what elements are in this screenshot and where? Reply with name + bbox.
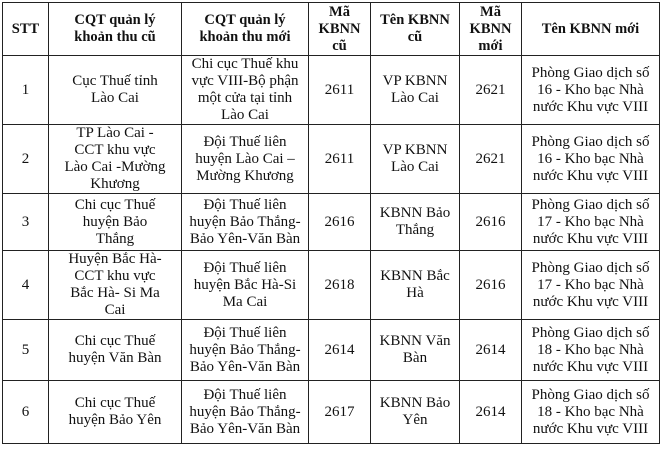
old-treasury-name-value: KBNN Bảo Thắng [379, 205, 451, 238]
table-header [3, 3, 660, 56]
cell-new-tax-office [182, 194, 309, 251]
cell-old-tax-office [49, 194, 182, 251]
cell-stt [3, 251, 49, 320]
cell-old-treasury-code [309, 320, 371, 381]
cell-old-treasury-name [371, 194, 460, 251]
old-treasury-code-value: 2618 [324, 276, 355, 293]
cell-old-tax-office [49, 56, 182, 125]
old-treasury-name-value: VP KBNN Lào Cai [382, 142, 448, 175]
cell-new-treasury-name [522, 56, 660, 125]
new-tax-office-value: Đội Thuế liên huyện Lào Cai – Mường Khương [195, 133, 295, 184]
new-treasury-code-value: 2614 [475, 341, 506, 358]
cell-new-tax-office [182, 125, 309, 194]
old-tax-office-value: Chi cục Thuế huyện Bảo Yên [68, 395, 162, 428]
treasury-mapping-table [2, 2, 660, 444]
cell-new-treasury-name [522, 251, 660, 320]
stt-value: 5 [21, 341, 30, 358]
header-old-treasury-code-label: Mã KBNN cũ [318, 3, 361, 54]
cell-new-treasury-code [460, 381, 522, 444]
old-treasury-code-value: 2614 [324, 341, 355, 358]
cell-old-treasury-code [309, 56, 371, 125]
header-old-treasury-name-label: Tên KBNN cũ [380, 12, 450, 45]
cell-old-treasury-name [371, 56, 460, 125]
cell-new-treasury-name [522, 320, 660, 381]
new-treasury-code-value: 2621 [475, 150, 506, 167]
stt-value: 6 [21, 403, 30, 420]
cell-new-tax-office [182, 251, 309, 320]
cell-old-tax-office [49, 320, 182, 381]
header-old-treasury-name [371, 3, 460, 56]
table-row [3, 251, 660, 320]
cell-old-treasury-code [309, 381, 371, 444]
cell-old-treasury-name [371, 381, 460, 444]
cell-old-treasury-code [309, 251, 371, 320]
old-treasury-code-value: 2616 [324, 213, 355, 230]
new-treasury-name-value: Phòng Giao dịch số 17 - Kho bạc Nhà nước Khu vực VIII [531, 196, 650, 247]
stt-value: 3 [21, 213, 30, 230]
header-old-tax-office-label: CQT quản lý khoản thu cũ [74, 12, 156, 45]
table-body [3, 56, 660, 444]
new-treasury-code-value: 2616 [475, 276, 506, 293]
table-row [3, 56, 660, 125]
cell-new-tax-office [182, 381, 309, 444]
new-treasury-name-value: Phòng Giao dịch số 18 - Kho bạc Nhà nước Khu vực VIII [531, 386, 650, 437]
old-tax-office-value: Cục Thuế tỉnh Lào Cai [72, 73, 158, 106]
cell-stt [3, 56, 49, 125]
old-tax-office-value: TP Lào Cai - CCT khu vực Lào Cai -Mường Khương [64, 125, 166, 192]
header-new-tax-office [182, 3, 309, 56]
cell-new-treasury-code [460, 194, 522, 251]
old-treasury-name-value: KBNN Bắc Hà [380, 268, 450, 301]
old-tax-office-value: Chi cục Thuế huyện Bảo Thắng [74, 196, 156, 247]
cell-stt [3, 320, 49, 381]
new-treasury-code-value: 2614 [475, 403, 506, 420]
table-row [3, 320, 660, 381]
cell-new-treasury-code [460, 125, 522, 194]
cell-old-tax-office [49, 381, 182, 444]
old-tax-office-value: Huyện Bắc Hà- CCT khu vực Bắc Hà- Si Ma Cai [68, 251, 162, 318]
cell-old-treasury-name [371, 251, 460, 320]
cell-new-treasury-name [522, 125, 660, 194]
cell-new-treasury-code [460, 251, 522, 320]
table-row [3, 381, 660, 444]
cell-new-tax-office [182, 56, 309, 125]
header-new-tax-office-label: CQT quản lý khoản thu mới [199, 12, 291, 45]
new-tax-office-value: Đội Thuế liên huyện Bảo Thắng- Bảo Yên-Văn Bàn [189, 386, 301, 437]
new-treasury-name-value: Phòng Giao dịch số 16 - Kho bạc Nhà nước Khu vực VIII [531, 64, 650, 115]
new-tax-office-value: Đội Thuế liên huyện Bảo Thắng- Bảo Yên-Văn Bàn [189, 324, 301, 375]
new-tax-office-value: Đội Thuế liên huyện Bắc Hà-Si Ma Cai [193, 259, 297, 310]
old-treasury-code-value: 2611 [324, 150, 355, 167]
cell-stt [3, 125, 49, 194]
header-row [3, 3, 660, 56]
cell-stt [3, 381, 49, 444]
new-treasury-name-value: Phòng Giao dịch số 17 - Kho bạc Nhà nước Khu vực VIII [531, 259, 650, 310]
cell-old-treasury-code [309, 125, 371, 194]
cell-old-tax-office [49, 125, 182, 194]
old-treasury-name-value: KBNN Bảo Yên [379, 395, 451, 428]
table-row [3, 194, 660, 251]
new-treasury-code-value: 2616 [475, 213, 506, 230]
stt-value: 2 [21, 150, 30, 167]
header-old-tax-office [49, 3, 182, 56]
cell-new-tax-office [182, 320, 309, 381]
cell-new-treasury-code [460, 56, 522, 125]
header-new-treasury-code-label: Mã KBNN mới [469, 3, 512, 54]
new-treasury-code-value: 2621 [475, 81, 506, 98]
header-new-treasury-name-label: Tên KBNN mới [541, 20, 640, 37]
table-row [3, 125, 660, 194]
stt-value: 4 [21, 276, 30, 293]
new-treasury-name-value: Phòng Giao dịch số 16 - Kho bạc Nhà nước Khu vực VIII [531, 133, 650, 184]
header-new-treasury-name [522, 3, 660, 56]
cell-old-tax-office [49, 251, 182, 320]
header-stt-label: STT [11, 20, 40, 37]
new-tax-office-value: Chi cục Thuế khu vực VIII-Bộ phận một cửa tại tỉnh Lào Cai [191, 56, 299, 123]
old-treasury-name-value: KBNN Văn Bàn [379, 333, 451, 366]
cell-new-treasury-name [522, 194, 660, 251]
cell-new-treasury-name [522, 381, 660, 444]
new-tax-office-value: Đội Thuế liên huyện Bảo Thắng- Bảo Yên-Văn Bàn [189, 196, 301, 247]
cell-new-treasury-code [460, 320, 522, 381]
old-treasury-code-value: 2617 [324, 403, 355, 420]
old-treasury-name-value: VP KBNN Lào Cai [382, 73, 448, 106]
cell-stt [3, 194, 49, 251]
cell-old-treasury-name [371, 320, 460, 381]
header-new-treasury-code [460, 3, 522, 56]
new-treasury-name-value: Phòng Giao dịch số 18 - Kho bạc Nhà nước Khu vực VIII [531, 324, 650, 375]
old-treasury-code-value: 2611 [324, 81, 355, 98]
header-old-treasury-code [309, 3, 371, 56]
cell-old-treasury-code [309, 194, 371, 251]
cell-old-treasury-name [371, 125, 460, 194]
stt-value: 1 [21, 81, 30, 98]
header-stt [3, 3, 49, 56]
old-tax-office-value: Chi cục Thuế huyện Văn Bàn [68, 333, 162, 366]
